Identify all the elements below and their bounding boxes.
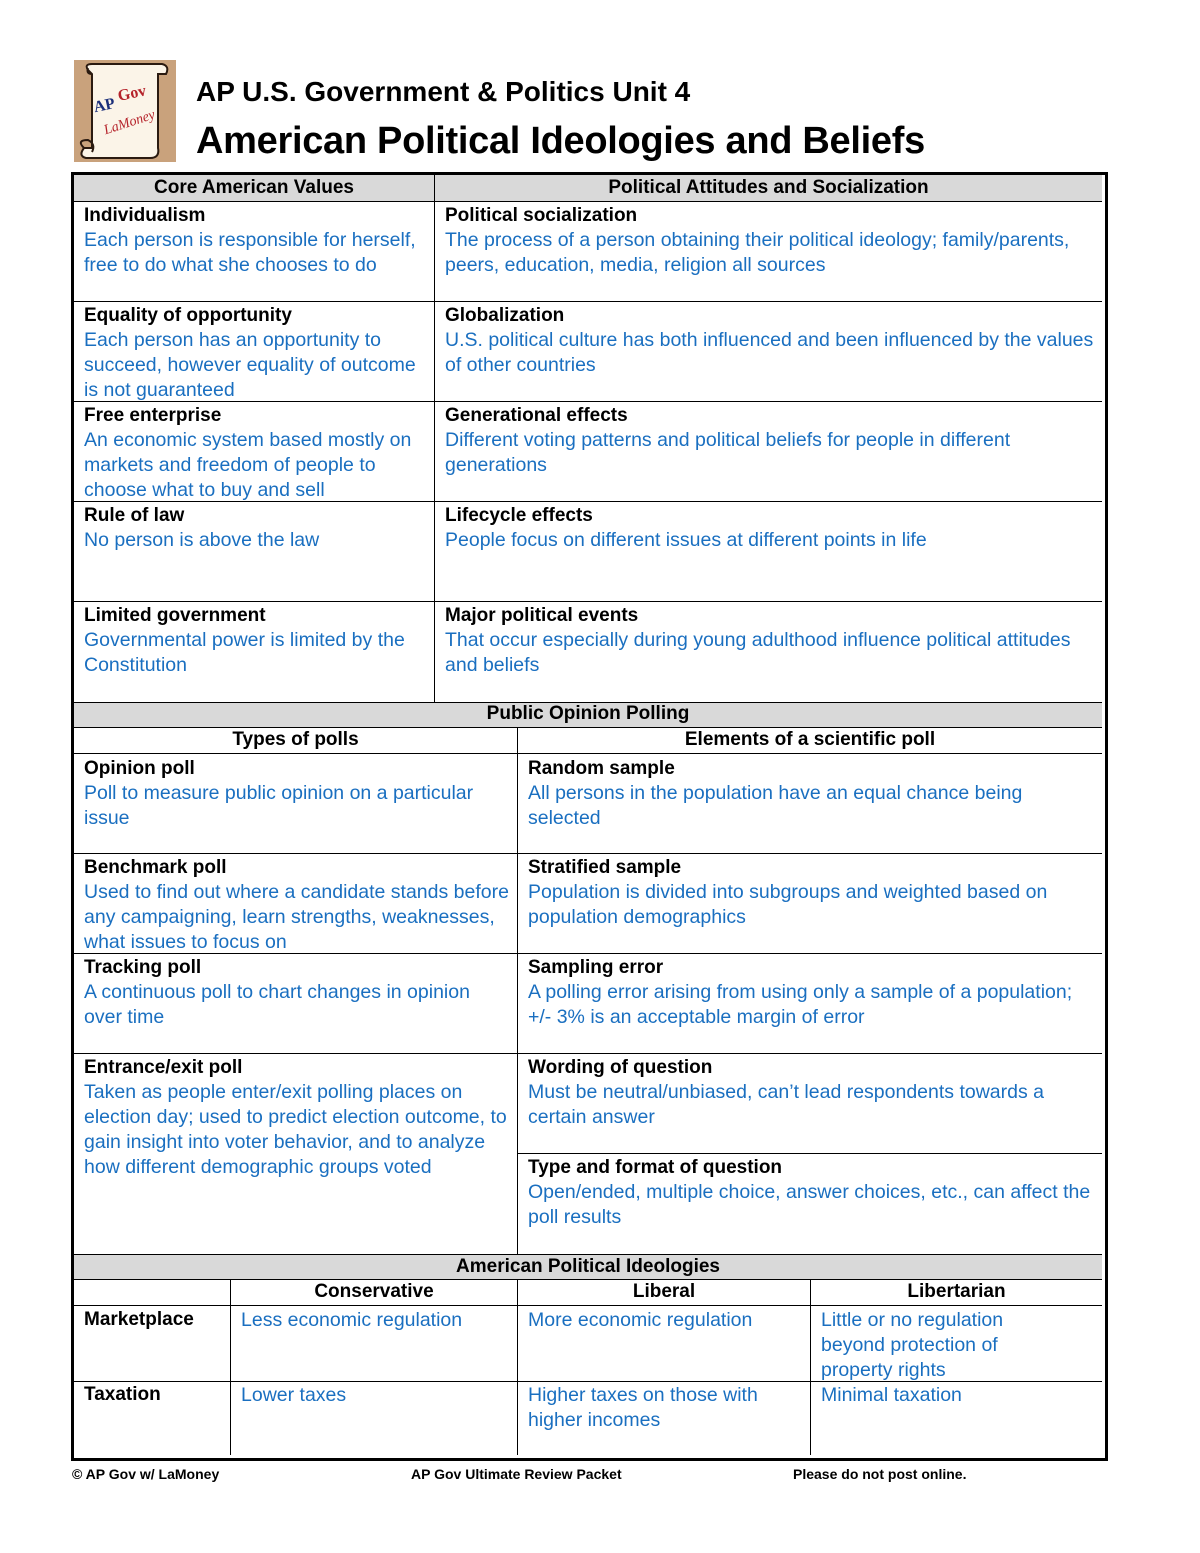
poll-element-sampling-error: Sampling error A polling error arising from using only a sample of a population; +/- 3% is an acceptable margin of error (528, 957, 1073, 1028)
row-taxation: Taxation (84, 1384, 161, 1405)
col-liberal: Liberal (632, 1281, 696, 1302)
attitude-globalization: Globalization U.S. political culture has both influenced and been influenced by the values of other countries (445, 305, 1094, 376)
attitude-major-political-events: Major political events That occur especially during young adulthood influence political attitudes and beliefs (445, 605, 1071, 676)
footer-notice: Please do not post online. (793, 1466, 967, 1482)
poll-element-wording: Wording of question Must be neutral/unbiased, can’t lead respondents towards a certain answer (528, 1057, 1044, 1128)
poll-element-type-format: Type and format of question Open/ended, multiple choice, answer choices, etc., can affect the poll results (528, 1157, 1091, 1228)
page-title: American Political Ideologies and Beliefs (196, 120, 925, 162)
marketplace-libertarian: Little or no regulation beyond protection of property rights (821, 1309, 1004, 1381)
scroll-logo-icon (74, 60, 176, 162)
col-libertarian: Libertarian (907, 1281, 1006, 1302)
poll-element-stratified-sample: Stratified sample Population is divided into subgroups and weighted based on population demographics (528, 857, 1048, 928)
row-marketplace: Marketplace (84, 1309, 194, 1330)
col-core-values: Core American Values (154, 177, 354, 198)
taxation-liberal: Higher taxes on those with higher incomes (528, 1384, 758, 1431)
core-value-individualism: Individualism Each person is responsible for herself, free to do what she chooses to do (84, 205, 416, 276)
taxation-conservative: Lower taxes (241, 1384, 347, 1406)
section-political-ideologies: American Political Ideologies (456, 1256, 720, 1277)
attitude-generational-effects: Generational effects Different voting patterns and political beliefs for people in different generations (445, 405, 1011, 476)
poll-element-random-sample: Random sample All persons in the population have an equal chance being selected (528, 758, 1023, 829)
svg-text:AP: AP (92, 95, 117, 117)
col-elements-scientific-poll: Elements of a scientific poll (684, 729, 936, 750)
taxation-libertarian: Minimal taxation (821, 1384, 962, 1406)
poll-type-tracking: Tracking poll A continuous poll to chart changes in opinion over time (84, 957, 470, 1028)
attitude-lifecycle-effects: Lifecycle effects People focus on different issues at different points in life (445, 505, 927, 551)
core-value-rule-of-law: Rule of law No person is above the law (84, 505, 320, 551)
section-public-opinion-polling: Public Opinion Polling (486, 703, 690, 724)
col-types-of-polls: Types of polls (232, 729, 359, 750)
svg-text:Gov: Gov (116, 82, 148, 105)
core-value-equality: Equality of opportunity Each person has an opportunity to succeed, however equality of outcome is not guaranteed (84, 305, 416, 401)
svg-text:LaMoney: LaMoney (102, 107, 158, 139)
poll-type-opinion: Opinion poll Poll to measure public opinion on a particular issue (84, 758, 474, 829)
footer-copyright: © AP Gov w/ LaMoney (72, 1466, 220, 1482)
marketplace-conservative: Less economic regulation (241, 1309, 463, 1331)
core-value-limited-government: Limited government Governmental power is limited by the Constitution (84, 605, 405, 676)
core-value-free-enterprise: Free enterprise An economic system based mostly on markets and freedom of people to choose what to buy and sell (84, 405, 412, 501)
footer-packet-title: AP Gov Ultimate Review Packet (411, 1466, 622, 1482)
poll-type-entrance-exit: Entrance/exit poll Taken as people enter/exit polling places on election day; used to predict election outcome, to gain insight into voter behavior, and to analyze how different demographic groups voted (84, 1057, 507, 1178)
poll-type-benchmark: Benchmark poll Used to find out where a candidate stands before any campaigning, learn strengths, weaknesses, what issues to focus on (84, 857, 509, 953)
marketplace-liberal: More economic regulation (528, 1309, 753, 1331)
attitude-political-socialization: Political socialization The process of a person obtaining their political ideology; family/parents, peers, education, media, religion all sources (445, 205, 1070, 276)
col-political-attitudes: Political Attitudes and Socialization (608, 177, 929, 198)
col-conservative: Conservative (314, 1281, 434, 1302)
unit-title: AP U.S. Government & Politics Unit 4 (196, 76, 691, 107)
